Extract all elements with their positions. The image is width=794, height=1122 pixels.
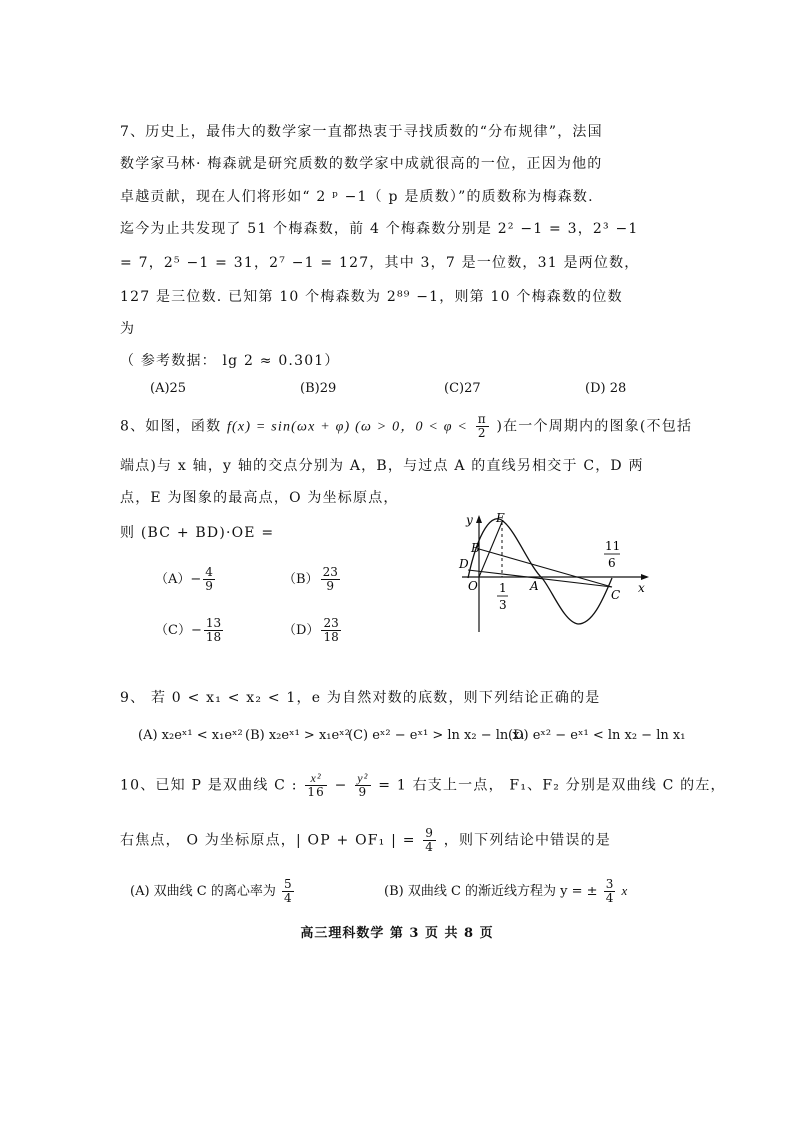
q9-option-d: (D) eˣ² − eˣ¹ < ln x₂ − ln x₁ [508,728,686,743]
pi-over-2-fraction: $\frac{\pi}{2}$ [477,412,487,441]
label-y: y [466,513,473,527]
q9-option-b: (B) x₂eˣ¹ > x₁eˣ² [245,728,350,743]
q7-option-a: (A)25 [150,381,187,396]
sine-curve [468,519,612,624]
label-c: C [611,588,621,602]
label-o: O [468,579,478,593]
q10-line-1: 10、已知 P 是双曲线 C : $\frac{\text{x²}}{16}$ − $\frac{\text{y²}}{9}$ = 1 右支上一点， F₁、F₂ 分别是双曲线 C 的左， [120,771,726,800]
q7-option-d: (D) 28 [585,381,627,396]
tick-11-6-num: 11 [605,539,621,553]
q7-reference: （ 参考数据： lg 2 ≈ 0.301） [120,353,340,369]
q7-option-c: (C)27 [444,381,481,396]
page-footer: 高三理科数学 第 3 页 共 8 页 [300,926,494,941]
tick-one-third-num: 1 [499,581,507,595]
q9-option-c: (C) eˣ² − eˣ¹ > ln x₂ − ln x₁ [348,728,525,743]
tick-one-third-den: 3 [499,598,507,612]
q10-line-2: 右焦点， O 为坐标原点，| OP + OF₁ | = $\frac{9}{4}$ ，则下列结论中错误的是 [120,826,611,855]
q9-option-a: (A) x₂eˣ¹ < x₁eˣ² [138,728,243,743]
q7-line-3: 卓越贡献，现在人们将形如“ 2 ᵖ −1（ p 是质数）”的质数称为梅森数. [120,189,594,205]
sine-graph [452,512,657,644]
label-d: D [459,557,469,571]
q7-line-7: 为 [120,321,136,337]
q10-option-a: (A) 双曲线 C 的离心率为 $\frac{5}{4}$ [130,877,292,906]
y-axis-arrow [476,515,482,523]
q8-option-a: （A）− $\frac{4}{9}$ [155,565,213,594]
label-x: x [638,581,645,595]
label-b: B [471,541,480,555]
q7-line-6: 127 是三位数. 已知第 10 个梅森数为 2⁸⁹ −1，则第 10 个梅森数的位数 [120,289,623,305]
q8-option-c: （C）− $\frac{13}{18}$ [155,616,222,645]
tick-11-6-den: 6 [608,556,616,570]
q8-line-1: 8、如图，函数 f(x) = sin(ωx + φ) (ω > 0，0 < φ < $\frac{\pi}{2}$ )在一个周期内的图象(不包括 [120,412,693,441]
q7-line-1: 7、历史上，最伟大的数学家一直都热衷于寻找质数的“分布规律”，法国 [120,124,603,140]
q7-line-4: 迄今为止共发现了 51 个梅森数，前 4 个梅森数分别是 2² −1 = 3，2³ −1 [120,221,639,237]
label-a: A [530,579,539,593]
q10-option-b: (B) 双曲线 C 的渐近线方程为 y = ± $\frac{3}{4}$ x [384,877,628,906]
q7-line-5: = 7，2⁵ −1 = 31，2⁷ −1 = 127，其中 3，7 是一位数，31 是两位数， [120,255,640,271]
label-e: E [496,512,505,525]
q7-line-2: 数学家马林· 梅森就是研究质数的数学家中成就很高的一位，正因为他的 [120,156,603,172]
q8-option-d: （D） $\frac{23}{18}$ [283,616,339,645]
x-axis-arrow [641,574,649,580]
line-d-c [468,570,612,587]
q8-line-3: 点，E 为图象的最高点，O 为坐标原点， [120,490,399,506]
q8-line-4: 则 (BC + BD)·OE = [120,525,275,541]
q7-option-b: (B)29 [300,381,337,396]
q9-line-1: 9、 若 0 < x₁ < x₂ < 1，e 为自然对数的底数，则下列结论正确的是 [120,690,601,706]
q8-line-2: 端点)与 x 轴，y 轴的交点分别为 A，B，与过点 A 的直线另相交于 C，D 两 [120,458,644,474]
q8-option-b: （B） $\frac{23}{9}$ [283,565,338,594]
